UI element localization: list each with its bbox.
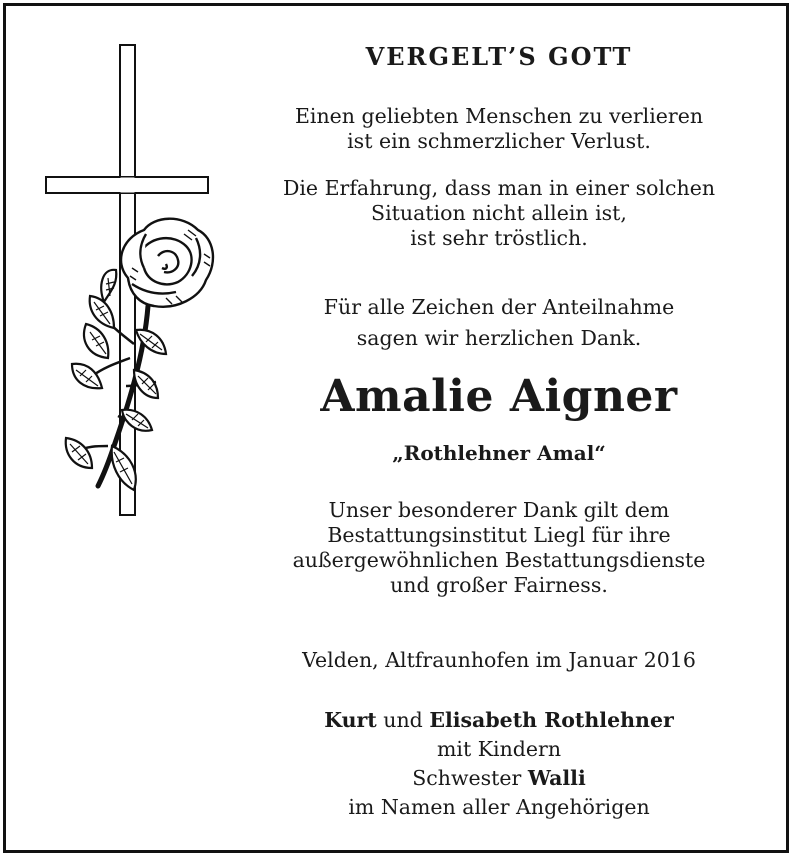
comfort-line-3: ist sehr tröstlich. bbox=[410, 226, 588, 250]
special-thanks-line-2: Bestattungsinstitut Liegl für ihre bbox=[327, 523, 671, 547]
sister-prefix: Schwester bbox=[412, 766, 528, 790]
thanks-paragraph bbox=[248, 292, 750, 354]
thanks-line-2: sagen wir herzlichen Dank. bbox=[356, 326, 642, 350]
intro-line-1: Einen geliebten Menschen zu verlieren bbox=[294, 104, 704, 128]
special-thanks-paragraph bbox=[248, 498, 750, 598]
comfort-line-1: Die Erfahrung, dass man in einer solchen bbox=[282, 176, 716, 200]
deceased-name: Amalie Aigner bbox=[320, 371, 678, 422]
signatories bbox=[248, 706, 750, 822]
cross-with-rose-illustration bbox=[6, 6, 246, 546]
notice-heading: VERGELT’S GOTT bbox=[365, 42, 633, 71]
signatory-names bbox=[248, 706, 750, 735]
rose-icon bbox=[66, 219, 213, 490]
signatory-on-behalf: im Namen aller Angehörigen bbox=[348, 795, 650, 819]
place-date bbox=[248, 648, 750, 673]
special-thanks-line-4: und großer Fairness. bbox=[390, 573, 608, 597]
signatory-first-name: Kurt bbox=[324, 708, 377, 732]
comfort-paragraph bbox=[248, 176, 750, 251]
intro-paragraph bbox=[248, 104, 750, 154]
special-thanks-line-1: Unser besonderer Dank gilt dem bbox=[328, 498, 670, 522]
place-date-line: Velden, Altfraunhofen im Januar 2016 bbox=[302, 648, 696, 672]
signatory-conjunction: und bbox=[376, 708, 430, 732]
comfort-line-2: Situation nicht allein ist, bbox=[371, 201, 627, 225]
obituary-notice bbox=[3, 3, 789, 853]
intro-line-2: ist ein schmerzlicher Verlust. bbox=[347, 129, 651, 153]
thanks-line-1: Für alle Zeichen der Anteilnahme bbox=[323, 295, 675, 319]
signatory-sister bbox=[248, 764, 750, 793]
signatory-full-name: Elisabeth Rothlehner bbox=[429, 708, 674, 732]
deceased-nickname: „Rothlehner Amal“ bbox=[392, 441, 606, 465]
sister-name: Walli bbox=[527, 766, 586, 790]
special-thanks-line-3: außergewöhnlichen Bestattungsdienste bbox=[292, 548, 706, 572]
signatory-children: mit Kindern bbox=[436, 737, 562, 761]
